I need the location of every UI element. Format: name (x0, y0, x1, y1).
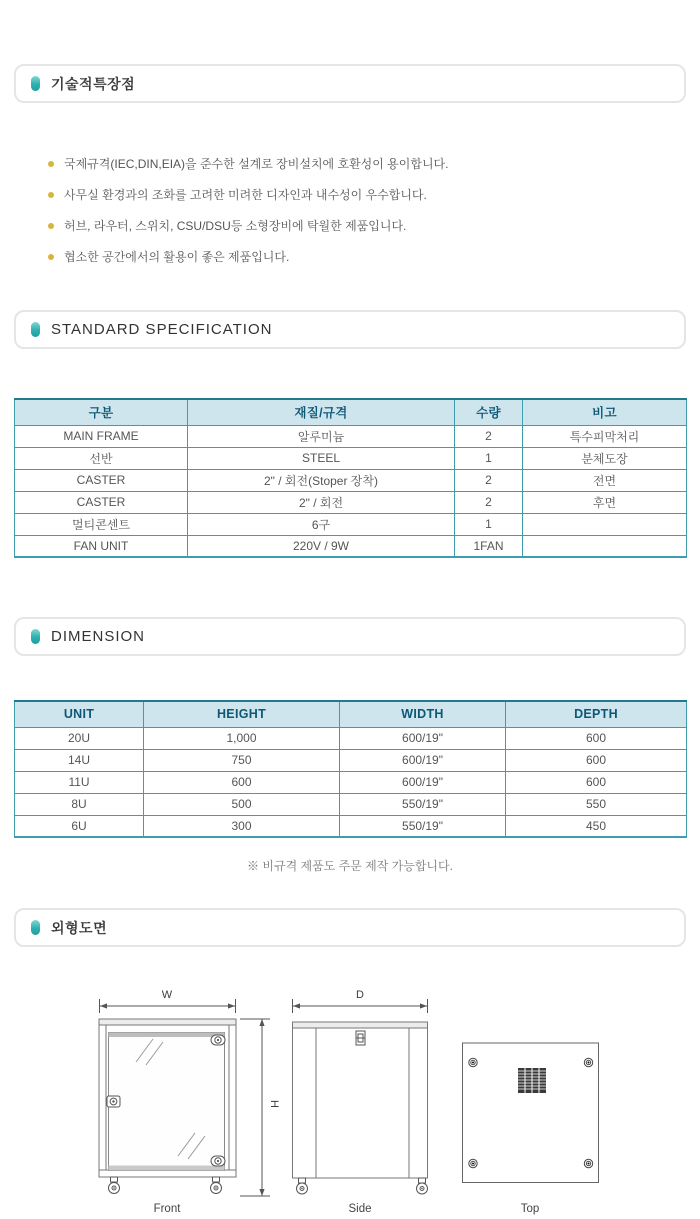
caster-icon (297, 1178, 308, 1194)
table-row (15, 771, 687, 793)
table-row (15, 749, 687, 771)
section-title: STANDARD SPECIFICATION (51, 321, 273, 338)
depth-dim-label: D (356, 989, 364, 1001)
table-cell: 600 (506, 749, 687, 771)
feature-text: 협소한 공간에서의 활용이 좋은 제품입니다. (64, 250, 290, 264)
table-cell: 2 (455, 491, 523, 513)
table-cell: 6구 (188, 513, 455, 535)
table-cell: 1FAN (455, 535, 523, 557)
column-header: 비고 (523, 399, 687, 425)
table-cell: 600 (506, 771, 687, 793)
table-cell: CASTER (15, 491, 188, 513)
column-header: UNIT (15, 701, 144, 727)
bullet-icon (48, 254, 54, 260)
column-header: DEPTH (506, 701, 687, 727)
table-cell: 선반 (15, 447, 188, 469)
width-dim-label: W (161, 989, 173, 1001)
screw-icon (584, 1058, 592, 1066)
table-cell: MAIN FRAME (15, 425, 188, 447)
table-cell: 550/19" (340, 815, 506, 837)
table-cell: 450 (506, 815, 687, 837)
standard-specification-table (14, 398, 687, 558)
table-cell: 220V / 9W (188, 535, 455, 557)
caster-icon (417, 1178, 428, 1194)
hinge-icon (211, 1156, 225, 1166)
section-header-features (14, 64, 686, 103)
table-cell: 600 (144, 771, 340, 793)
bullet-icon (48, 161, 54, 167)
table-cell: 300 (144, 815, 340, 837)
section-header-outline-drawing (14, 908, 686, 947)
section-title: 외형도면 (51, 919, 108, 936)
table-head (15, 701, 687, 727)
table-cell: 8U (15, 793, 144, 815)
table-cell: 600/19" (340, 727, 506, 749)
table-cell: 600 (506, 727, 687, 749)
table-cell: STEEL (188, 447, 455, 469)
top-view-drawing (463, 1043, 599, 1215)
section-bullet-icon (31, 629, 40, 644)
table-cell: 6U (15, 815, 144, 837)
table-cell: 1,000 (144, 727, 340, 749)
table-cell: 2" / 회전(Stoper 장착) (188, 469, 455, 491)
section-bullet-icon (31, 920, 40, 935)
list-item (14, 179, 686, 210)
lock-icon (107, 1096, 120, 1107)
table-row (15, 513, 687, 535)
table-cell: 14U (15, 749, 144, 771)
table-cell: 분체도장 (523, 447, 687, 469)
table-cell: 2 (455, 469, 523, 491)
side-view-drawing (293, 989, 428, 1215)
caster-icon (109, 1177, 120, 1194)
feature-list (14, 148, 686, 272)
list-item (14, 241, 686, 272)
table-cell: 550/19" (340, 793, 506, 815)
screw-icon (584, 1159, 592, 1167)
section-header-standard-specification (14, 310, 686, 349)
section-title: DIMENSION (51, 628, 146, 645)
table-cell: 1 (455, 513, 523, 535)
table-cell: 특수피막처리 (523, 425, 687, 447)
table-row (15, 727, 687, 749)
table-cell: 멀티콘센트 (15, 513, 188, 535)
column-header: HEIGHT (144, 701, 340, 727)
column-header: 구분 (15, 399, 188, 425)
table-cell: 11U (15, 771, 144, 793)
top-view-label: Top (520, 1203, 540, 1215)
table-row (15, 491, 687, 513)
table-head (15, 399, 687, 425)
column-header: 재질/규격 (188, 399, 455, 425)
list-item (14, 210, 686, 241)
header-row (15, 399, 687, 425)
table-cell: FAN UNIT (15, 535, 188, 557)
table-cell: 600/19" (340, 749, 506, 771)
list-item (14, 148, 686, 179)
table-row (15, 469, 687, 491)
header-row (15, 701, 687, 727)
hinge-icon (211, 1035, 225, 1045)
dimension-table (14, 700, 687, 838)
fan-vent-icon (518, 1068, 546, 1093)
table-cell (523, 513, 687, 535)
screw-icon (469, 1058, 477, 1066)
height-dim-label: H (268, 1100, 280, 1108)
section-bullet-icon (31, 76, 40, 91)
column-header: 수량 (455, 399, 523, 425)
table-cell: 후면 (523, 491, 687, 513)
table-cell: 전면 (523, 469, 687, 491)
caster-icon (211, 1177, 222, 1194)
table-row (15, 793, 687, 815)
table-cell: 2" / 회전 (188, 491, 455, 513)
table-cell: 500 (144, 793, 340, 815)
side-view-label: Side (348, 1203, 372, 1215)
bullet-icon (48, 192, 54, 198)
feature-text: 허브, 라우터, 스위치, CSU/DSU등 소형장비에 탁월한 제품입니다. (64, 219, 407, 233)
outline-drawings (0, 985, 700, 1219)
table-cell: CASTER (15, 469, 188, 491)
table-cell: 1 (455, 447, 523, 469)
table-cell: 2 (455, 425, 523, 447)
column-header: WIDTH (340, 701, 506, 727)
table-body (15, 425, 687, 557)
table-row (15, 535, 687, 557)
front-view-label: Front (153, 1203, 181, 1215)
table-row (15, 425, 687, 447)
latch-icon (356, 1031, 365, 1045)
table-cell: 750 (144, 749, 340, 771)
front-view-drawing (99, 989, 280, 1215)
table-row (15, 815, 687, 837)
feature-text: 국제규격(IEC,DIN,EIA)을 준수한 설계로 장비설치에 호환성이 용이합니다. (64, 157, 449, 171)
section-title: 기술적특장점 (51, 75, 136, 92)
table-row (15, 447, 687, 469)
custom-order-note: ※ 비규격 제품도 주문 제작 가능합니다. (247, 859, 453, 873)
screw-icon (469, 1159, 477, 1167)
table-body (15, 727, 687, 837)
table-cell: 알루미늄 (188, 425, 455, 447)
table-cell: 600/19" (340, 771, 506, 793)
section-header-dimension (14, 617, 686, 656)
table-cell (523, 535, 687, 557)
table-cell: 550 (506, 793, 687, 815)
table-cell: 20U (15, 727, 144, 749)
feature-text: 사무실 환경과의 조화를 고려한 미려한 디자인과 내수성이 우수합니다. (64, 188, 427, 202)
section-bullet-icon (31, 322, 40, 337)
bullet-icon (48, 223, 54, 229)
